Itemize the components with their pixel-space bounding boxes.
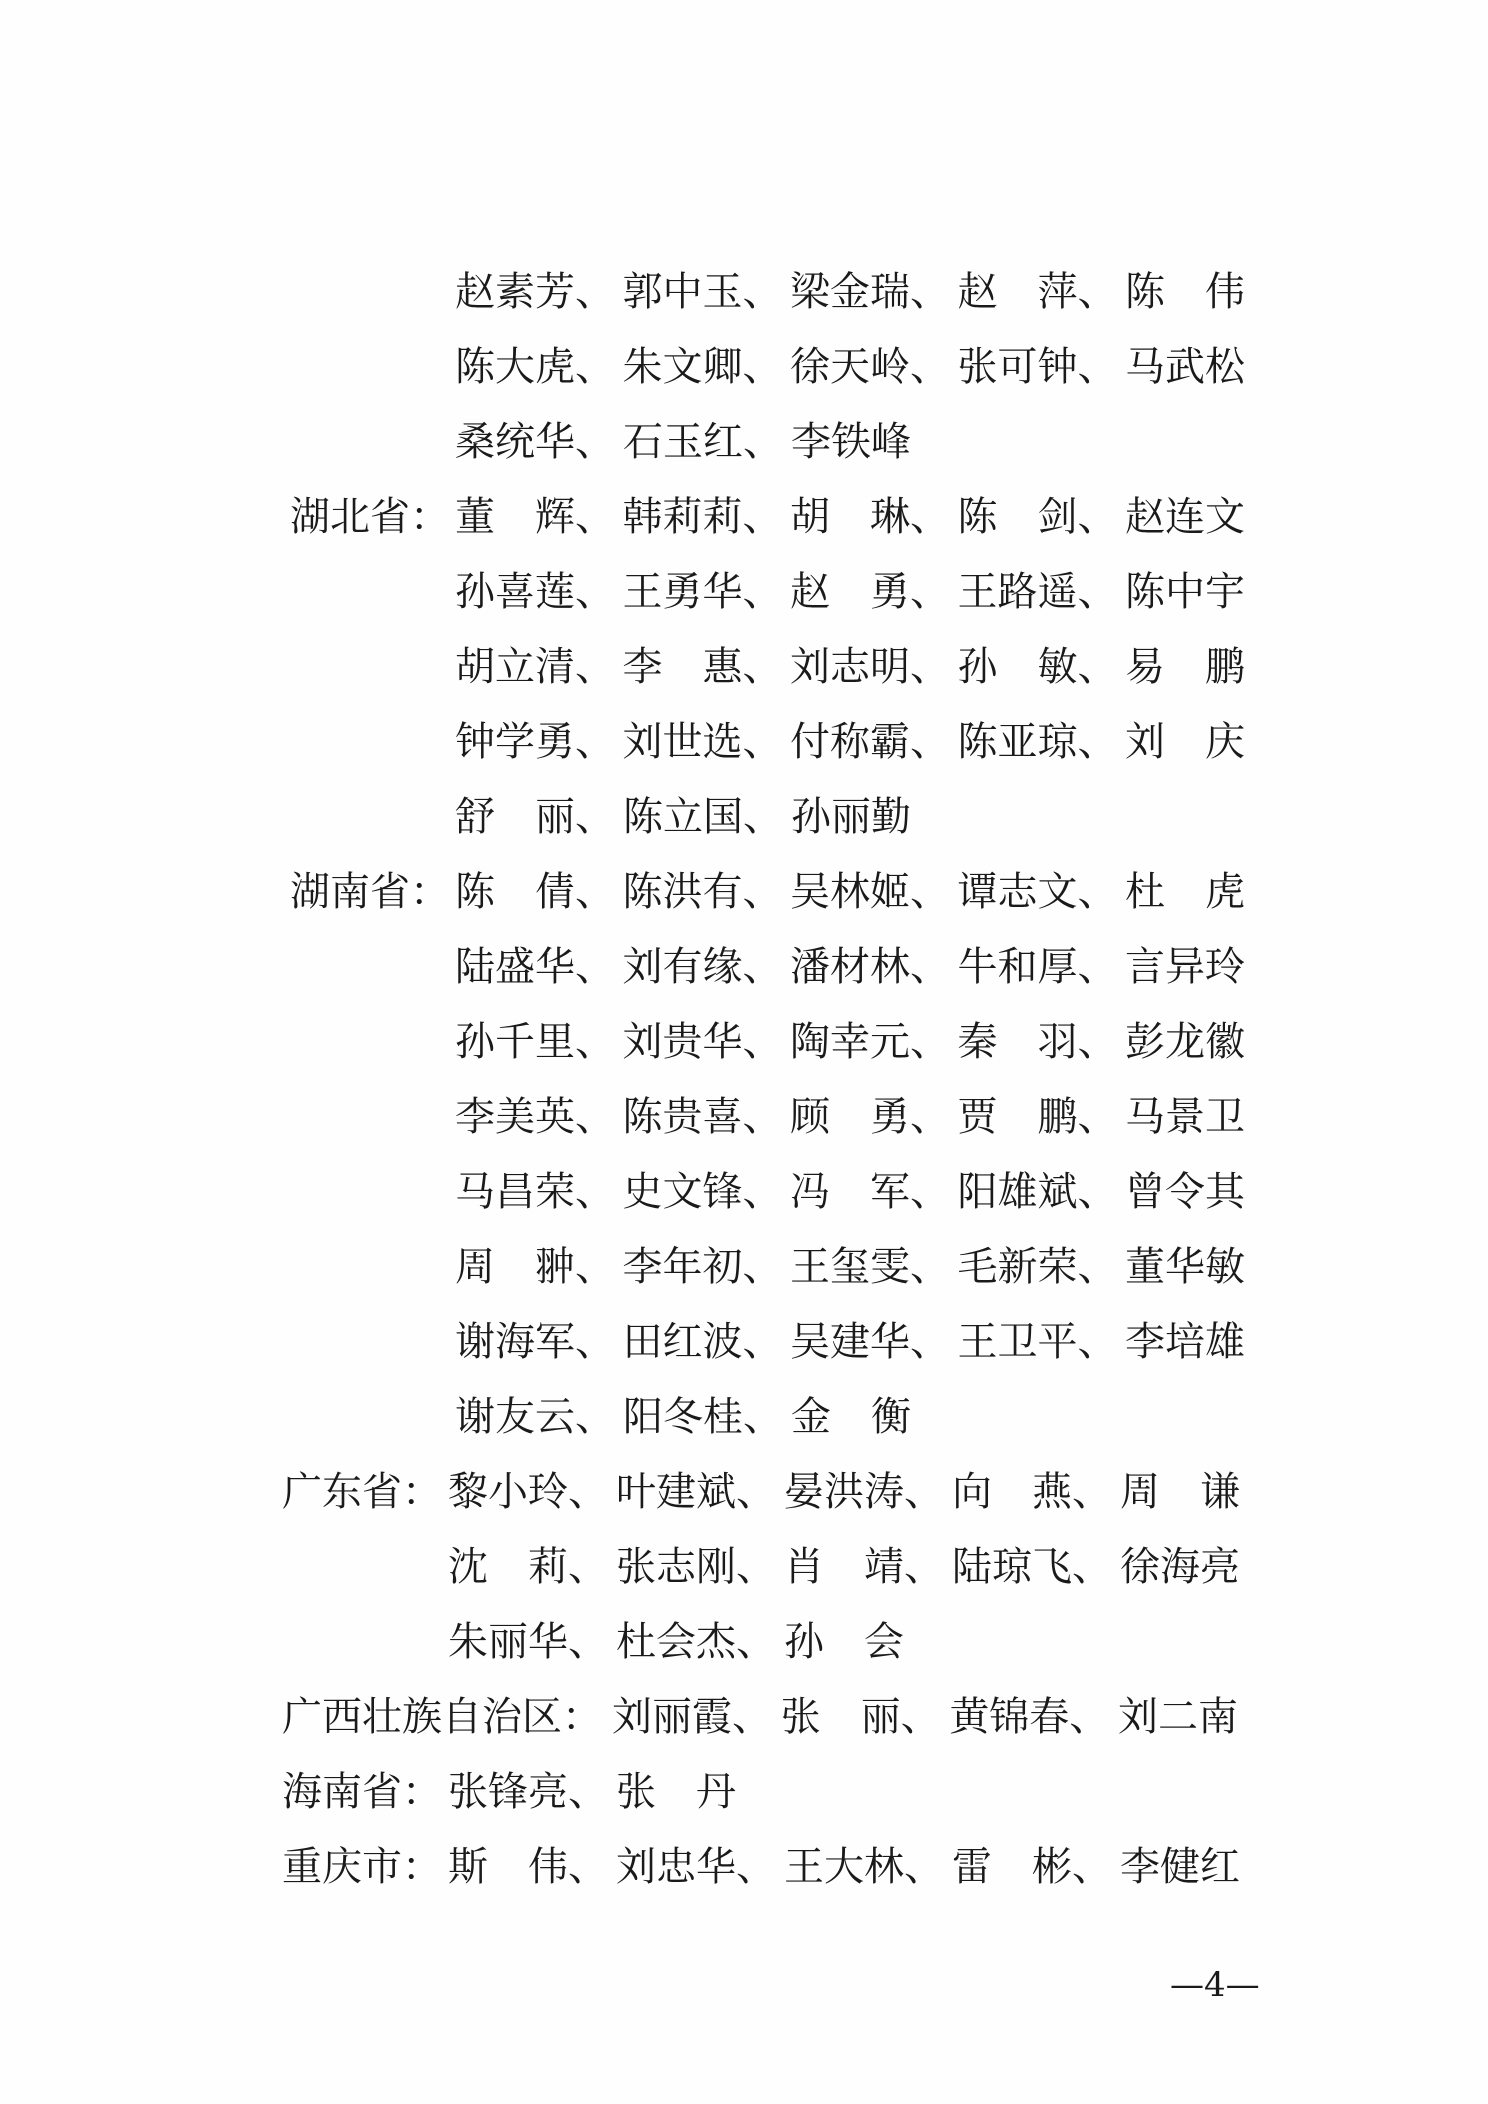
name-entry: 陈亚琼、 — [957, 719, 1118, 765]
name-entry: 张 丽、 — [780, 1694, 941, 1740]
name-entry: 陈大虎、 — [455, 344, 615, 390]
name-entry: 吴建华、 — [790, 1319, 950, 1365]
name-entry: 王勇华、 — [622, 569, 783, 615]
name-entry: 梁金瑞、 — [790, 269, 950, 315]
name-entry: 刘志明、 — [790, 644, 950, 690]
name-entry: 董华敏 — [1125, 1244, 1245, 1290]
name-entry: 陈洪有、 — [622, 869, 783, 915]
name-entry: 李 惠、 — [622, 644, 783, 690]
province-label: 重庆市： — [282, 1844, 442, 1890]
name-line — [448, 1612, 904, 1672]
name-entry: 阳雄斌、 — [957, 1169, 1118, 1215]
name-entry: 周 翀、 — [455, 1244, 615, 1290]
name-line — [448, 1762, 736, 1822]
name-line — [455, 487, 1245, 547]
name-entry: 韩莉莉、 — [622, 494, 783, 540]
name-entry: 周 谦 — [1120, 1469, 1240, 1515]
name-entry: 王大林、 — [784, 1844, 944, 1890]
name-entry: 舒 丽、 — [455, 794, 615, 840]
name-entry: 陶幸元、 — [790, 1019, 950, 1065]
name-line — [455, 1012, 1245, 1072]
name-entry: 陈立国、 — [623, 794, 783, 840]
name-entry: 赵素芳、 — [455, 269, 615, 315]
name-entry: 孙丽勤 — [791, 794, 911, 840]
name-line — [455, 412, 911, 472]
name-entry: 谢友云、 — [455, 1394, 615, 1440]
name-entry: 胡 琳、 — [790, 494, 950, 540]
name-line — [455, 337, 1245, 397]
name-entry: 张锋亮、 — [448, 1769, 608, 1815]
name-entry: 王玺雯、 — [790, 1244, 950, 1290]
name-entry: 刘丽霞、 — [612, 1694, 772, 1740]
name-entry: 田红波、 — [622, 1319, 783, 1365]
name-entry: 易 鹏 — [1125, 644, 1245, 690]
name-entry: 陈 伟 — [1125, 269, 1245, 315]
name-entry: 陈中宇 — [1125, 569, 1245, 615]
name-entry: 孙 敏、 — [957, 644, 1118, 690]
name-line — [448, 1537, 1240, 1597]
name-entry: 张 丹 — [616, 1769, 736, 1815]
name-entry: 吴林姬、 — [790, 869, 950, 915]
name-entry: 王路遥、 — [957, 569, 1118, 615]
name-line — [455, 1162, 1245, 1222]
name-entry: 沈 莉、 — [448, 1544, 608, 1590]
name-entry: 刘二南 — [1117, 1694, 1238, 1740]
name-entry: 阳冬桂、 — [623, 1394, 783, 1440]
name-entry: 董 辉、 — [455, 494, 615, 540]
name-entry: 曾令其 — [1125, 1169, 1245, 1215]
name-line — [455, 262, 1245, 322]
name-entry: 陈贵喜、 — [622, 1094, 783, 1140]
name-entry: 陆盛华、 — [455, 944, 615, 990]
name-entry: 王卫平、 — [957, 1319, 1118, 1365]
name-entry: 李培雄 — [1125, 1319, 1245, 1365]
name-entry: 向 燕、 — [952, 1469, 1112, 1515]
name-entry: 冯 军、 — [790, 1169, 950, 1215]
name-entry: 金 衡 — [791, 1394, 911, 1440]
page-number: —4— — [1170, 1965, 1260, 2005]
name-entry: 顾 勇、 — [790, 1094, 950, 1140]
name-line — [455, 562, 1245, 622]
name-line — [455, 637, 1245, 697]
name-entry: 朱文卿、 — [622, 344, 783, 390]
province-label: 广东省： — [282, 1469, 442, 1515]
province-label: 广西壮族自治区： — [282, 1694, 602, 1740]
name-entry: 刘 庆 — [1125, 719, 1245, 765]
name-entry: 黄锦春、 — [949, 1694, 1110, 1740]
name-entry: 贾 鹏、 — [957, 1094, 1118, 1140]
name-entry: 张可钟、 — [957, 344, 1118, 390]
name-line — [455, 1312, 1245, 1372]
name-entry: 胡立清、 — [455, 644, 615, 690]
name-entry: 刘忠华、 — [616, 1844, 776, 1890]
name-entry: 雷 彬、 — [952, 1844, 1112, 1890]
name-entry: 张志刚、 — [616, 1544, 776, 1590]
name-line — [455, 1237, 1245, 1297]
name-entry: 孙 会 — [784, 1619, 904, 1665]
name-entry: 李美英、 — [455, 1094, 615, 1140]
name-entry: 马昌荣、 — [455, 1169, 615, 1215]
name-entry: 陈 倩、 — [455, 869, 615, 915]
name-entry: 徐天岭、 — [790, 344, 950, 390]
name-entry: 赵 萍、 — [957, 269, 1118, 315]
name-entry: 刘世选、 — [622, 719, 783, 765]
name-entry: 言异玲 — [1125, 944, 1245, 990]
name-line — [455, 937, 1245, 997]
name-entry: 陈 剑、 — [957, 494, 1118, 540]
name-entry: 谭志文、 — [957, 869, 1118, 915]
name-entry: 杜会杰、 — [616, 1619, 776, 1665]
name-entry: 钟学勇、 — [455, 719, 615, 765]
name-entry: 孙喜莲、 — [455, 569, 615, 615]
name-entry: 潘材林、 — [790, 944, 950, 990]
name-entry: 桑统华、 — [455, 419, 615, 465]
province-label: 湖北省： — [290, 494, 450, 540]
name-entry: 马景卫 — [1125, 1094, 1245, 1140]
name-entry: 石玉红、 — [623, 419, 783, 465]
name-entry: 彭龙徽 — [1125, 1019, 1245, 1065]
name-entry: 毛新荣、 — [957, 1244, 1118, 1290]
name-entry: 朱丽华、 — [448, 1619, 608, 1665]
name-line — [612, 1687, 1238, 1747]
name-entry: 史文锋、 — [622, 1169, 783, 1215]
name-entry: 黎小玲、 — [448, 1469, 608, 1515]
name-entry: 郭中玉、 — [622, 269, 783, 315]
name-line — [455, 1087, 1245, 1147]
name-line — [455, 787, 911, 847]
name-entry: 秦 羽、 — [957, 1019, 1118, 1065]
name-entry: 肖 靖、 — [784, 1544, 944, 1590]
name-entry: 刘有缘、 — [622, 944, 783, 990]
name-entry: 马武松 — [1125, 344, 1245, 390]
name-line — [448, 1462, 1240, 1522]
name-entry: 晏洪涛、 — [784, 1469, 944, 1515]
name-entry: 叶建斌、 — [616, 1469, 776, 1515]
name-entry: 刘贵华、 — [622, 1019, 783, 1065]
name-entry: 谢海军、 — [455, 1319, 615, 1365]
name-line — [448, 1837, 1240, 1897]
name-entry: 赵 勇、 — [790, 569, 950, 615]
name-entry: 孙千里、 — [455, 1019, 615, 1065]
name-entry: 李年初、 — [622, 1244, 783, 1290]
name-entry: 李健红 — [1120, 1844, 1240, 1890]
province-label: 海南省： — [282, 1769, 442, 1815]
name-entry: 徐海亮 — [1120, 1544, 1240, 1590]
name-entry: 杜 虎 — [1125, 869, 1245, 915]
name-entry: 付称霸、 — [790, 719, 950, 765]
name-entry: 李铁峰 — [791, 419, 911, 465]
name-entry: 赵连文 — [1125, 494, 1245, 540]
name-entry: 牛和厚、 — [957, 944, 1118, 990]
name-line — [455, 862, 1245, 922]
province-label: 湖南省： — [290, 869, 450, 915]
name-line — [455, 712, 1245, 772]
name-line — [455, 1387, 911, 1447]
name-entry: 斯 伟、 — [448, 1844, 608, 1890]
name-entry: 陆琼飞、 — [952, 1544, 1112, 1590]
